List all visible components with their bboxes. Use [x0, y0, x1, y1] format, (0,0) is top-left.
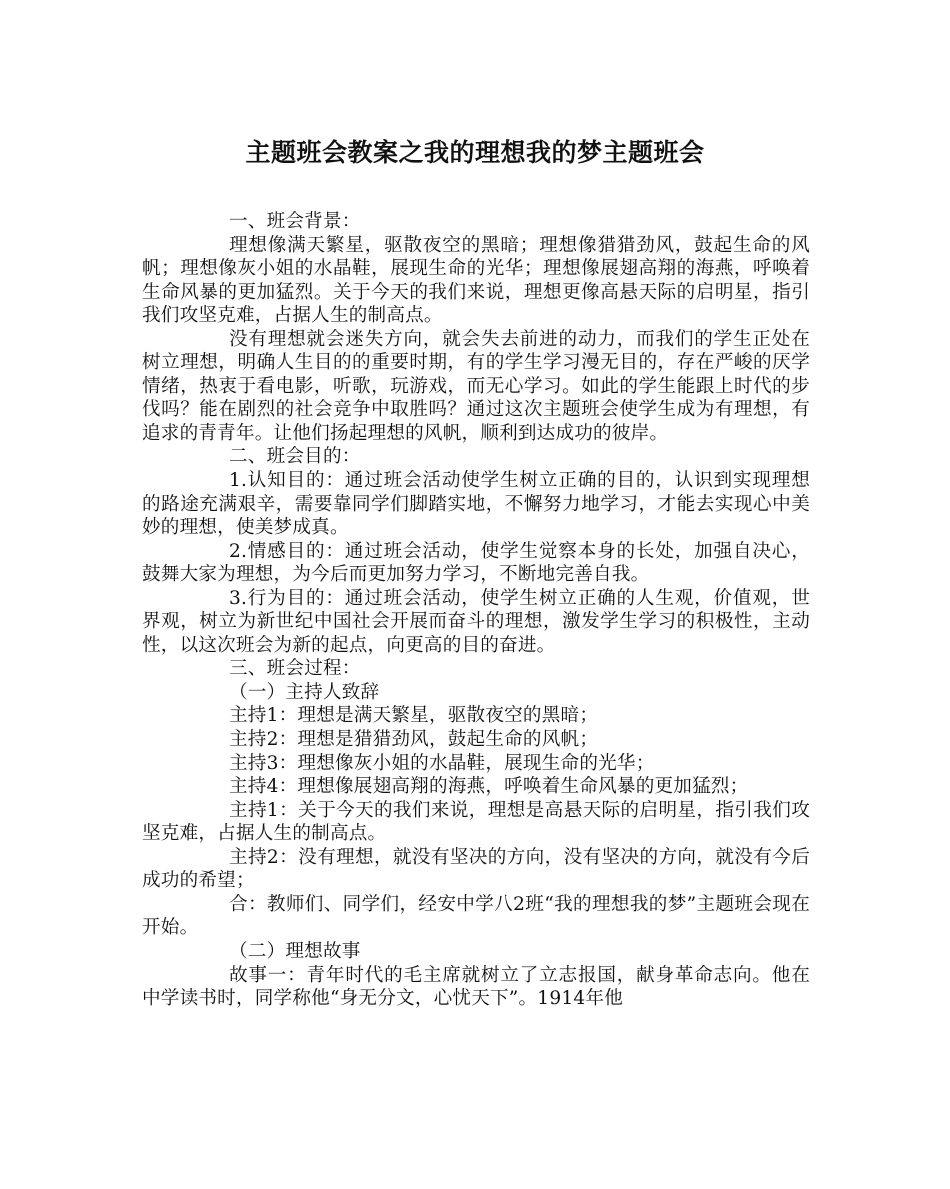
goal-item: 1.认知目的：通过班会活动使学生树立正确的目的，认识到实现理想的路途充满艰辛，需要靠同学们脚踏实地，不懈努力地学习，才能去实现心中美妙的理想，使美梦成真。 [142, 470, 810, 539]
host-line: 主持1：关于今天的我们来说，理想是高悬天际的启明星，指引我们攻坚克难，占据人生的制高点。 [142, 799, 810, 845]
host-line: 主持3：理想像灰小姐的水晶鞋，展现生命的光华； [229, 752, 655, 774]
section-heading: 三、班会过程： [229, 658, 361, 680]
goal-item: 3.行为目的：通过班会活动，使学生树立正确的人生观，价值观，世界观，树立为新世纪中国社会开展而奋斗的理想，激发学生学习的积极性，主动性，以这次班会为新的起点，向更高的目的奋进。 [142, 587, 810, 656]
body-paragraph: 没有理想就会迷失方向，就会失去前进的动力，而我们的学生正处在树立理想，明确人生目的的重要时期，有的学生学习漫无目的，存在严峻的厌学情绪，热衷于看电影，听歌，玩游戏，而无心学习。如此的学生能跟上时代的步伐吗？能在剧烈的社会竞争中取胜吗？通过这次主题班会使学生成为有理想，有追求的青青年。让他们扬起理想的风帆，顺利到达成功的彼岸。 [142, 328, 810, 444]
section-heading: 一、班会背景： [229, 211, 361, 232]
host-line: 主持1：理想是满天繁星，驱散夜空的黑暗； [229, 705, 599, 727]
document-body [142, 210, 810, 1011]
host-line: 主持4：理想像展翅高翔的海燕，呼唤着生命风暴的更加猛烈； [229, 776, 749, 798]
host-line: 合：教师们、同学们，经安中学八2班“我的理想我的梦”主题班会现在开始。 [142, 893, 810, 939]
story-paragraph: 故事一：青年时代的毛主席就树立了立志报国，献身革命志向。他在中学读书时，同学称他“身无分文，心忧天下”。1914年他 [142, 964, 810, 1010]
host-line: 主持2：没有理想，就没有坚决的方向，没有坚决的方向，就没有今后成功的希望； [142, 846, 810, 892]
host-line: 主持2：理想是猎猎劲风，鼓起生命的风帆； [229, 729, 599, 751]
body-paragraph: 理想像满天繁星，驱散夜空的黑暗；理想像猎猎劲风，鼓起生命的风帆；理想像灰小姐的水晶鞋，展现生命的光华；理想像展翅高翔的海燕，呼唤着生命风暴的更加猛烈。关于今天的我们来说，理想更像高悬天际的启明星，指引我们攻坚克难，占据人生的制高点。 [142, 234, 810, 327]
section-heading: 二、班会目的： [229, 446, 361, 468]
subsection-heading: （二）理想故事 [229, 940, 361, 962]
document-title: 主题班会教案之我的理想我的梦主题班会 [245, 138, 705, 167]
subsection-heading: （一）主持人致辞 [229, 681, 380, 703]
goal-item: 2.情感目的：通过班会活动，使学生觉察本身的长处，加强自决心，鼓舞大家为理想，为今后而更加努力学习，不断地完善自我。 [142, 540, 810, 586]
